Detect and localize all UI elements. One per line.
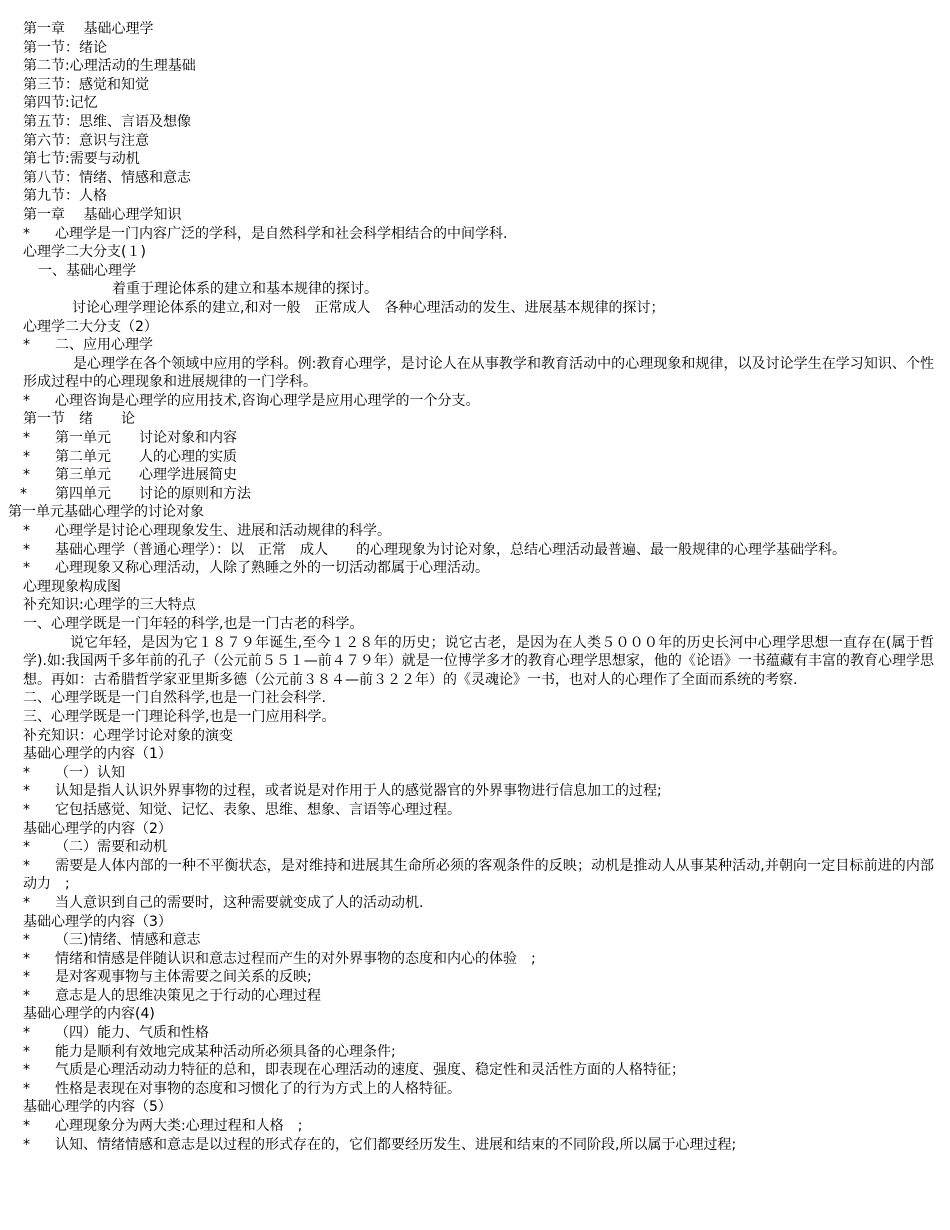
bullet-text: 基础心理学（普通心理学）：以 正常 成人 的心理现象为讨论对象，总结心理活动最普遍、最一般规律的心理学基础学科。 [55, 541, 846, 558]
bullet-marker: * [23, 448, 30, 465]
bullet-item [0, 1043, 934, 1062]
bullet-item [0, 801, 934, 820]
unit-title: 第一单元基础心理学的讨论对象 [8, 504, 204, 521]
bullet-marker: * [23, 932, 30, 949]
bullet-marker: * [23, 225, 30, 242]
bullet-item [0, 1136, 934, 1155]
unit-item: 第三单元 心理学进展简史 [55, 467, 237, 484]
toc-section: 第五节：思维、言语及想像 [23, 113, 191, 130]
bullet-item [0, 522, 934, 541]
bullet-item [0, 429, 934, 448]
bullet-marker: * [23, 337, 30, 354]
section-heading: 第一节 绪 论 [23, 411, 135, 428]
toc-section: 第四节:记忆 [23, 95, 98, 112]
bullet-text: 气质是心理活动动力特征的总和，即表现在心理活动的速度、强度、稳定性和灵活性方面的人格特征； [55, 1062, 685, 1079]
section-heading: 心理学二大分支（2） [23, 318, 158, 335]
bullet-marker: * [23, 392, 30, 409]
toc-section: 第九节：人格 [23, 188, 107, 205]
bullet-text: 当人意识到自己的需要时，这种需要就变成了人的活动动机. [55, 894, 424, 911]
bullet-item [0, 392, 934, 411]
toc-section: 第六节：意识与注意 [23, 132, 149, 149]
toc-section: 第二节:心理活动的生理基础 [23, 58, 196, 75]
subsection-heading: （二）需要和动机 [55, 839, 167, 856]
bullet-item [0, 950, 934, 969]
toc-section: 第八节：情绪、情感和意志 [23, 169, 191, 186]
subsection-heading: （一）认知 [55, 764, 125, 781]
bullet-text: 它包括感觉、知觉、记忆、表象、思维、想象、言语等心理过程。 [55, 801, 461, 818]
bullet-item [0, 968, 934, 987]
bullet-marker: * [23, 801, 30, 818]
bullet-paragraph [0, 541, 934, 560]
bullet-text: 需要是人体内部的一种不平衡状态，是对维持和进展其生命所必须的客观条件的反映；动机是推动人从事某种活动,并朝向一定目标前进的内部动力 ; [23, 857, 934, 893]
bullet-item [0, 1117, 934, 1136]
section-heading: 基础心理学的内容(4) [23, 1006, 155, 1023]
bullet-text: 认知、情绪情感和意志是以过程的形式存在的，它们都要经历发生、进展和结束的不同阶段,所以属于心理过程; [55, 1136, 737, 1153]
bullet-text: 能力是顺利有效地完成某种活动所必须具备的心理条件; [55, 1043, 396, 1060]
bullet-marker: * [20, 485, 27, 502]
bullet-marker: * [23, 1025, 30, 1042]
bullet-item [0, 448, 934, 467]
section-heading: 心理现象构成图 [23, 578, 121, 595]
bullet-item [0, 764, 934, 783]
bullet-text: 情绪和情感是伴随认识和意志过程而产生的对外界事物的态度和内心的体验 ; [55, 950, 536, 967]
section-heading: 基础心理学的内容（2） [23, 820, 172, 837]
bullet-text: 意志是人的思维决策见之于行动的心理过程 [55, 987, 321, 1004]
subsection-heading: （四）能力、气质和性格 [55, 1025, 209, 1042]
bullet-item [0, 987, 934, 1006]
bullet-text: 认知是指人认识外界事物的过程，或者说是对作用于人的感觉器官的外界事物进行信息加工的过程; [55, 783, 662, 800]
bullet-marker: * [23, 1118, 30, 1135]
section-heading: 基础心理学的内容（1） [23, 746, 172, 763]
bullet-item [0, 782, 934, 801]
section-heading: 基础心理学的内容（3） [23, 913, 172, 930]
bullet-marker: * [23, 541, 30, 558]
bullet-marker: * [23, 560, 30, 577]
bullet-item [0, 225, 934, 244]
toc-section: 第一节：绪论 [23, 39, 107, 56]
unit-item: 第四单元 讨论的原则和方法 [55, 485, 251, 502]
bullet-marker: * [23, 969, 30, 986]
bullet-item [0, 1080, 934, 1099]
section-heading: 补充知识：心理学讨论对象的演变 [23, 727, 233, 744]
bullet-text: 是对客观事物与主体需要之间关系的反映; [55, 969, 312, 986]
bullet-marker: * [23, 523, 30, 540]
toc-section: 第七节:需要与动机 [23, 151, 140, 168]
subsection-heading: 一、基础心理学 [38, 262, 136, 279]
bullet-text: 心理学是一门内容广泛的学科，是自然科学和社会科学相结合的中间学科. [55, 225, 508, 242]
bullet-text: 性格是表现在对事物的态度和习惯化了的行为方式上的人格特征。 [55, 1080, 461, 1097]
paragraph: 三、心理学既是一门理论科学,也是一门应用科学。 [23, 708, 336, 725]
bullet-item [0, 466, 934, 485]
bullet-item [0, 1061, 934, 1080]
bullet-marker: * [23, 894, 30, 911]
bullet-marker: * [23, 1136, 30, 1153]
bullet-marker: * [23, 1062, 30, 1079]
paragraph: 是心理学在各个领域中应用的学科。例:教育心理学，是讨论人在从事教学和教育活动中的心理现象和规律，以及讨论学生在学习知识、个性形成过程中的心理现象和进展规律的一门学科。 [23, 355, 934, 391]
paragraph: 一、心理学既是一门年轻的科学,也是一门古老的科学。 [23, 616, 364, 632]
bullet-item [0, 336, 934, 355]
paragraph: 说它年轻，是因为它１８７９年诞生,至今１２８年的历史；说它古老，是因为在人类５０００年的历史长河中心理学思想一直存在(属于哲学).如:我国两千多年前的孔子（公元前５５１—前４７９年）就是一位博学多才的教育心理学思想家，他的《论语》一书蕴藏有丰富的教育心理学思想。再如：古希腊哲学家亚里斯多德（公元前３８４—前３２２年）的《灵魂论》一书，也对人的心理作了全面而系统的考察. [23, 634, 934, 688]
bullet-text: 心理现象又称心理活动，人除了熟睡之外的一切活动都属于心理活动。 [55, 560, 489, 577]
unit-item: 第一单元 讨论对象和内容 [55, 430, 237, 447]
bullet-text: 心理学是讨论心理现象发生、进展和活动规律的科学。 [55, 523, 391, 540]
section-heading: 补充知识:心理学的三大特点 [23, 597, 196, 614]
section-heading: 心理学二大分支(１) [23, 244, 146, 261]
bullet-text: 心理现象分为两大类:心理过程和人格 ; [55, 1118, 303, 1135]
paragraph: 讨论心理学理论体系的建立,和对一般 正常成人 各种心理活动的发生、进展基本规律的探讨； [72, 299, 665, 316]
paragraph: 着重于理论体系的建立和基本规律的探讨。 [112, 281, 378, 298]
bullet-item [0, 838, 934, 857]
subsection-heading: 二、应用心理学 [55, 337, 153, 354]
bullet-marker: * [23, 1043, 30, 1060]
bullet-marker: * [23, 783, 30, 800]
bullet-marker: * [23, 857, 30, 874]
bullet-item [0, 931, 934, 950]
unit-item: 第二单元 人的心理的实质 [55, 448, 237, 465]
bullet-item [0, 559, 934, 578]
bullet-marker: * [23, 950, 30, 967]
bullet-item [0, 485, 934, 504]
bullet-marker: * [23, 839, 30, 856]
bullet-marker: * [23, 987, 30, 1004]
toc-section: 第三节：感觉和知觉 [23, 76, 149, 93]
bullet-marker: * [23, 467, 30, 484]
paragraph: 二、心理学既是一门自然科学,也是一门社会科学. [23, 690, 326, 707]
chapter-title: 第一章 基础心理学知识 [23, 206, 182, 223]
bullet-marker: * [23, 1080, 30, 1097]
bullet-marker: * [23, 430, 30, 447]
bullet-item [0, 894, 934, 913]
bullet-text: 心理咨询是心理学的应用技术,咨询心理学是应用心理学的一个分支。 [55, 392, 480, 409]
section-heading: 基础心理学的内容（5） [23, 1099, 172, 1116]
bullet-paragraph [0, 857, 934, 894]
bullet-item [0, 1024, 934, 1043]
bullet-marker: * [23, 764, 30, 781]
subsection-heading: （三)情绪、情感和意志 [55, 932, 201, 949]
toc-chapter: 第一章 基础心理学 [23, 21, 154, 37]
